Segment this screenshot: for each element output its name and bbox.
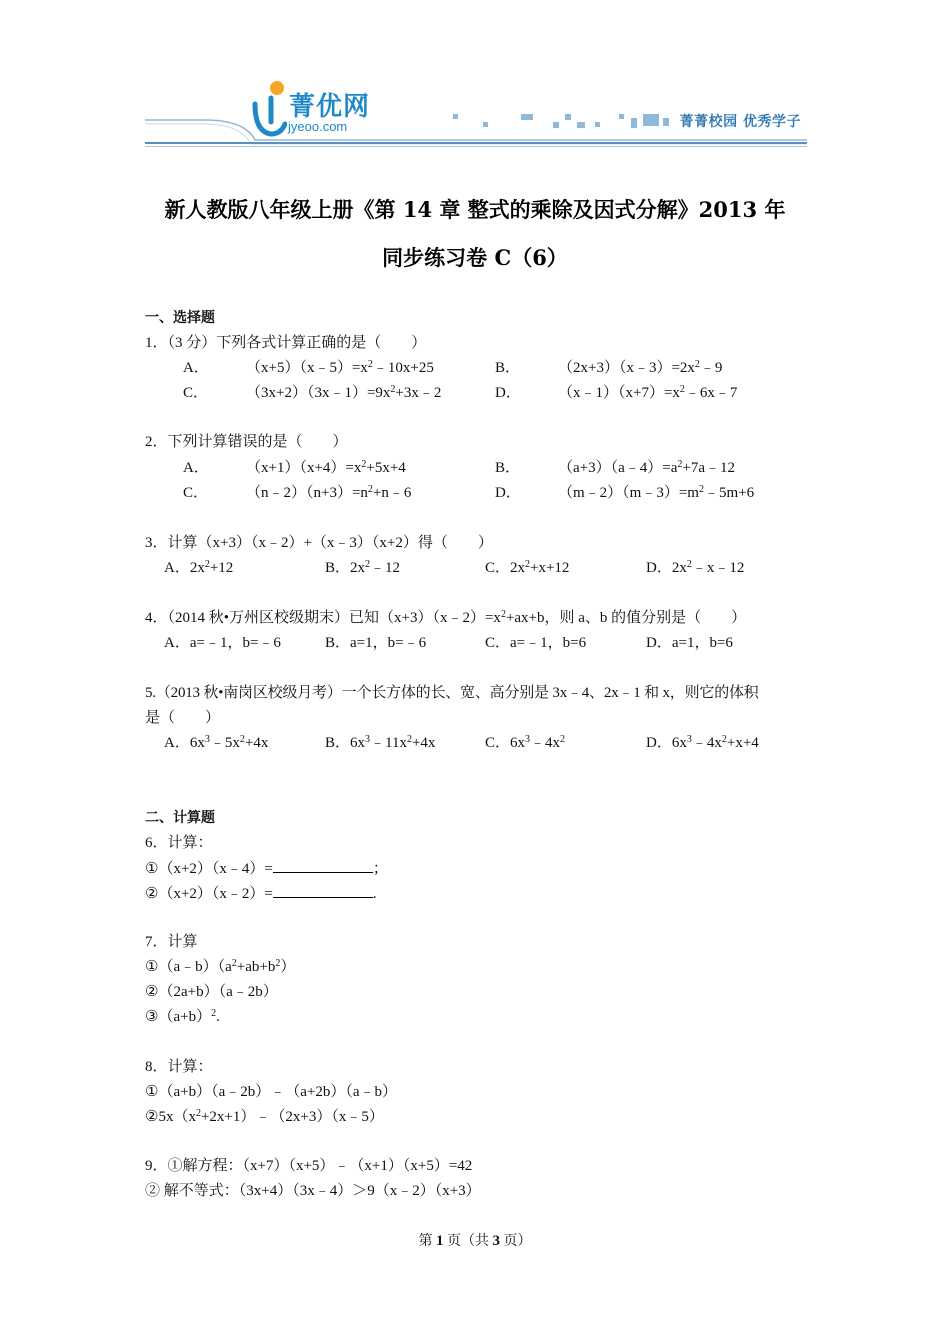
- option-text: B．$2x^2﹣12$: [325, 559, 401, 576]
- question-item: $①(a﹣b)(a^2+ab+b^2)$: [145, 958, 296, 975]
- option-label: D．: [495, 485, 521, 501]
- banner-decoration: [521, 114, 533, 120]
- section-heading: 一、选择题: [145, 310, 215, 326]
- question-item: ①（a+b）（a﹣2b）﹣（a+2b）（a﹣b）: [145, 1084, 397, 1100]
- option-text: A．a=﹣1，b=﹣6: [164, 635, 281, 651]
- question-item: ②（2a+b）（a﹣2b）: [145, 984, 278, 1000]
- option-text: D．$6x^3﹣4x^2+x+4$: [646, 734, 759, 751]
- option-label: C．: [183, 385, 209, 401]
- question-stem: 6．计算：: [145, 835, 213, 851]
- logo-chinese-text: 菁优网: [289, 92, 371, 122]
- option-label: D．: [495, 385, 521, 401]
- banner-decoration: [643, 114, 659, 126]
- option-text: $(x+5)(x﹣5)=x^2﹣10x+25$: [246, 359, 434, 376]
- question-item: ②（x+2）（x﹣2）= .: [145, 883, 377, 904]
- option-text: C．$6x^3﹣4x^2$: [485, 734, 566, 751]
- option-text: $(n﹣2)(n+3)=n^2+n﹣6$: [246, 484, 412, 501]
- question-stem: 8．计算：: [145, 1059, 213, 1075]
- question-stem: 3．计算（x+3）（x﹣2）+（x﹣3）（x+2）得（ ）: [145, 535, 493, 551]
- option-label: B．: [495, 360, 521, 376]
- option-label: B．: [495, 460, 521, 476]
- question-item: 9．①解方程：（x+7）（x+5）﹣（x+1）（x+5）=42: [145, 1158, 473, 1174]
- jyeoo-logo-icon: [251, 78, 287, 138]
- page-number: 1: [436, 1233, 444, 1249]
- option-text: A．$6x^3﹣5x^2+4x$: [164, 734, 269, 751]
- question-item: $③(a+b)^2$.: [145, 1008, 220, 1025]
- banner-decoration: [619, 114, 624, 119]
- option-text: B．$6x^3﹣11x^2+4x$: [325, 734, 436, 751]
- question-item: ② 解不等式：（3x+4）（3x﹣4）＞9（x﹣2）（x+3）: [145, 1183, 481, 1199]
- banner-decoration: [595, 122, 600, 127]
- question-stem-cont: 是（ ）: [145, 710, 221, 726]
- option-text: $(3x+2)(3x﹣1)=9x^2+3x﹣2$: [246, 384, 442, 401]
- banner-decoration: [483, 122, 488, 127]
- header-rule-thin: [145, 146, 807, 147]
- banner-decoration: [553, 122, 559, 128]
- option-text: A．$2x^2+12$: [164, 559, 234, 576]
- banner-decoration: [453, 114, 458, 119]
- question-stem: 4．（2014 秋•万州区校级期末）已知$(x+3)(x﹣2)=x^2+ax+b$，则 a、b 的值分别是（ ）: [145, 609, 747, 626]
- question-stem: 7．计算: [145, 934, 198, 950]
- banner-decoration: [577, 122, 585, 128]
- answer-blank: [273, 858, 373, 873]
- answer-blank: [273, 883, 373, 898]
- logo-domain-text: jyeoo.com: [288, 119, 348, 134]
- option-text: D．a=1，b=6: [646, 635, 733, 651]
- option-label: C．: [183, 485, 209, 501]
- header-rule: [145, 142, 807, 144]
- banner-decoration: [565, 114, 571, 120]
- option-text: C．a=﹣1，b=6: [485, 635, 587, 651]
- question-item: $②5x(x^2+2x+1)﹣(2x+3)(x﹣5)$: [145, 1108, 384, 1125]
- page-title-line1: 新人教版八年级上册《第 14 章 整式的乘除及因式分解》2013 年: [164, 197, 786, 222]
- option-text: $(a+3)(a﹣4)=a^2+7a﹣12$: [558, 459, 736, 476]
- page-title-line2: 同步练习卷 C（6）: [382, 245, 568, 270]
- banner-decoration: [663, 118, 669, 126]
- option-label: A．: [183, 460, 209, 476]
- page-total: 3: [492, 1233, 500, 1249]
- option-text: D．$2x^2﹣x﹣12$: [646, 559, 745, 576]
- section-heading: 二、计算题: [145, 810, 215, 826]
- option-text: $(x+1)(x+4)=x^2+5x+4$: [246, 459, 406, 476]
- option-text: $(m﹣2)(m﹣3)=m^2﹣5m+6$: [558, 484, 755, 501]
- header-banner: [145, 72, 807, 150]
- question-item: ①（x+2）（x﹣4）= ；: [145, 858, 388, 879]
- option-text: $(x﹣1)(x+7)=x^2﹣6x﹣7$: [558, 384, 738, 401]
- option-text: $(2x+3)(x﹣3)=2x^2﹣9$: [558, 359, 723, 376]
- banner-slogan: 菁菁校园 优秀学子: [679, 114, 801, 130]
- option-text: B．a=1，b=﹣6: [325, 635, 427, 651]
- option-text: C．$2x^2+x+12$: [485, 559, 570, 576]
- question-stem: 5.（2013 秋•南岗区校级月考）一个长方体的长、宽、高分别是 3x﹣4、2x﹣1 和 x，则它的体积: [145, 685, 759, 701]
- banner-decoration: [631, 118, 637, 128]
- question-stem: 1．（3 分）下列各式计算正确的是（ ）: [145, 335, 427, 351]
- option-label: A．: [183, 360, 209, 376]
- page-footer: 第 1 页（共 3 页）: [418, 1233, 532, 1249]
- question-stem: 2．下列计算错误的是（ ）: [145, 434, 348, 450]
